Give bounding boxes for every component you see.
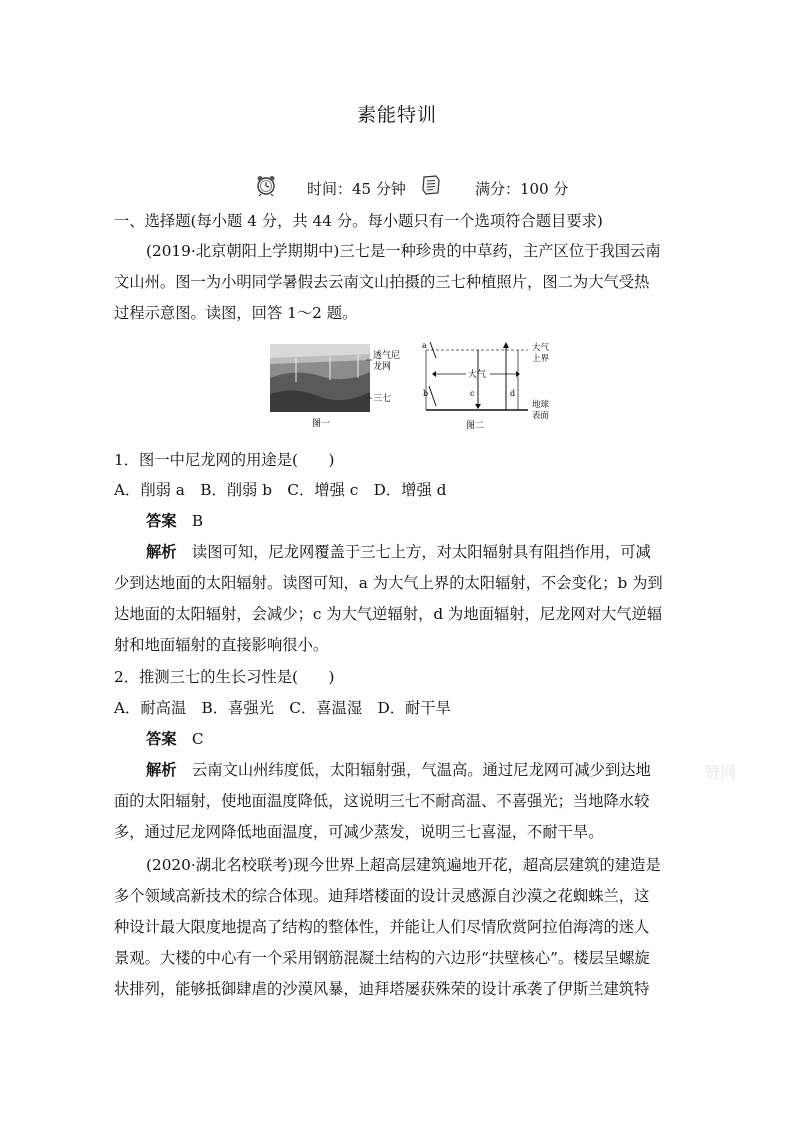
q2-stem: 2．推测三七的生长习性是( ) [114,668,335,686]
intro2-line: (2020·湖北名校联考)现今世界上超高层建筑遍地开花，超高层建筑的建造是 [146,856,661,874]
time-label: 时间：45 分钟 [307,180,406,198]
arrow-d-label: d [510,389,516,398]
label-sanqi: 三七 [373,394,392,404]
q2-analysis-row [146,760,651,780]
q1-analysis-row [146,542,651,562]
label-ground-1: 地球 [532,400,550,410]
q2-answer-row [146,729,204,749]
arrow-b-label: b [423,389,429,398]
analysis-label: 解析 [146,543,177,561]
q2-options: A．耐高温 B．喜强光 C．喜温湿 D．耐干旱 [114,699,451,717]
q1-analysis-line: 射和地面辐射的直接影响很小。 [114,636,329,654]
intro1-line: (2019·北京朝阳上学期期中)三七是一种珍贵的中草药，主产区位于我国云南 [146,242,661,260]
intro1-line: 过程示意图。读图，回答 1～2 题。 [114,304,358,322]
intro2-line: 种设计最大限度地提高了结构的整体性，并能让人们尽情欣赏阿拉伯海湾的迷人 [114,918,650,936]
intro2-line: 状排列，能够抵御肆虐的沙漠风暴，迪拜塔屡获殊荣的设计承袭了伊斯兰建筑特 [114,980,650,998]
clock-icon [255,174,277,196]
label-top-1: 大气 [532,343,550,353]
exam-meta [255,176,635,200]
q2-analysis-line: 多，通过尼龙网降低地面温度，可减少蒸发，说明三七喜湿，不耐干旱。 [114,823,604,841]
label-ground-2: 表面 [532,411,550,421]
q2-analysis-line: 面的太阳辐射，使地面温度降低，这说明三七不耐高温、不喜强光；当地降水较 [114,792,650,810]
intro1-line: 文山州。图一为小明同学暑假去云南文山拍摄的三七种植照片，图二为大气受热 [114,273,650,291]
q1-answer-row [146,511,203,531]
answer-label: 答案 [146,730,177,748]
answer-label: 答案 [146,512,177,530]
label-net-2: 龙网 [373,362,392,372]
intro2-line: 景观。大楼的中心有一个采用钢筋混凝土结构的六边形“扶壁核心”。楼层呈螺旋 [114,949,650,967]
q1-analysis-line: 达地面的太阳辐射，会减少；c 为大气逆辐射，d 为地面辐射，尼龙网对大气逆辐 [114,605,663,623]
analysis-text: 云南文山州纬度低，太阳辐射强，气温高。通过尼龙网可减少到达地 [191,761,651,779]
analysis-label: 解析 [146,761,177,779]
watermark: 赞网 [704,763,737,782]
label-top-2: 上界 [532,354,550,364]
page-title: 素能特训 [356,104,437,126]
score-label: 满分：100 分 [475,180,569,198]
fig1-caption: 图一 [312,419,331,429]
label-net-1: 透气尼 [373,351,401,361]
paper-icon [420,174,442,196]
answer-value: C [191,730,204,748]
q1-analysis-line: 少到达地面的太阳辐射。读图可知，a 为大气上界的太阳辐射，不会变化；b 为到 [114,574,663,592]
analysis-text: 读图可知，尼龙网覆盖于三七上方，对太阳辐射具有阻挡作用，可减 [191,543,651,561]
intro2-line: 多个领域高新技术的综合体现。迪拜塔楼面的设计灵感源自沙漠之花蜘蛛兰，这 [114,887,650,905]
section-heading: 一、选择题(每小题 4 分，共 44 分。每小题只有一个选项符合题目要求) [114,212,603,230]
arrow-c-label: c [470,389,475,398]
label-atmosphere: 大气 [468,370,487,380]
q1-options: A．削弱 a B．削弱 b C．增强 c D．增强 d [114,481,447,499]
photo-sanqi-field [270,344,370,412]
fig2-caption: 图二 [466,421,485,431]
arrow-a-label: a [422,341,427,350]
figure-illustration [266,338,566,432]
q1-stem: 1．图一中尼龙网的用途是( ) [114,451,335,469]
answer-value: B [191,512,204,530]
